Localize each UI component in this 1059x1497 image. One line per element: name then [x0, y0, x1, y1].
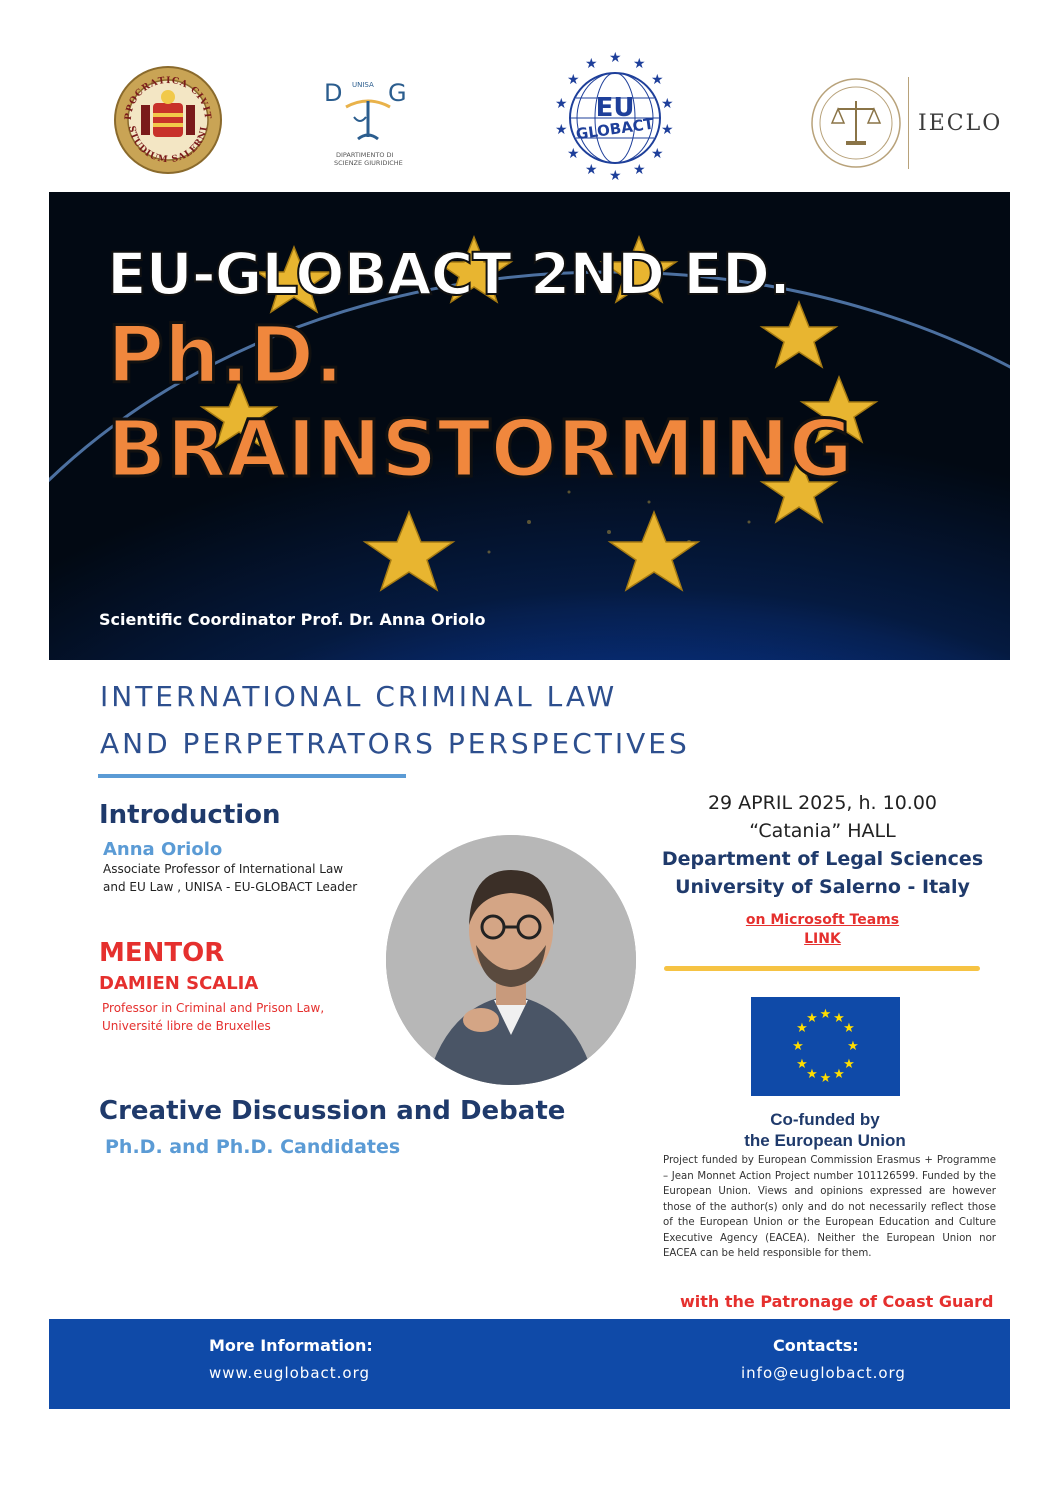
- hero-title-phd: Ph.D.: [107, 311, 344, 401]
- svg-text:★: ★: [609, 168, 622, 180]
- website-link[interactable]: www.euglobact.org: [209, 1364, 371, 1382]
- introduction-heading: Introduction: [99, 800, 281, 830]
- svg-text:★: ★: [833, 1067, 845, 1082]
- svg-text:★: ★: [847, 1039, 859, 1054]
- eu-flag-icon: [751, 997, 900, 1096]
- topic-divider: [98, 774, 406, 778]
- event-department: Department of Legal Sciences: [661, 848, 984, 870]
- svg-text:★: ★: [567, 72, 580, 88]
- svg-text:★: ★: [806, 1011, 818, 1026]
- svg-text:★: ★: [651, 146, 664, 162]
- svg-text:★: ★: [819, 1071, 832, 1086]
- ieclo-emblem-icon: [808, 75, 904, 171]
- svg-text:★: ★: [555, 96, 568, 112]
- euglobact-logo-globact: GLOBACT: [574, 114, 655, 144]
- department-legal-sciences-logo: [322, 75, 412, 170]
- topic-line-1: INTERNATIONAL CRIMINAL LAW: [100, 680, 618, 713]
- seal-top-text: PPOCRATICA CIVIT: [123, 75, 213, 121]
- svg-text:★: ★: [609, 50, 622, 66]
- dsg-letter-g: G: [388, 79, 407, 107]
- patronage-note: with the Patronage of Coast Guard: [680, 1292, 994, 1311]
- svg-text:★: ★: [843, 1057, 855, 1072]
- scales-icon: [340, 93, 396, 147]
- cofunded-line-1: Co-funded by: [770, 1110, 880, 1129]
- microsoft-teams-link[interactable]: on Microsoft Teams: [745, 912, 900, 928]
- svg-text:★: ★: [843, 1021, 855, 1036]
- ieclo-logo-text: IECLO: [918, 111, 1003, 136]
- contacts-label: Contacts:: [773, 1336, 859, 1355]
- teams-link[interactable]: LINK: [804, 931, 841, 947]
- mentor-role-2: Université libre de Bruxelles: [102, 1019, 271, 1033]
- footer-bar: [49, 1319, 1010, 1409]
- mentor-heading: MENTOR: [99, 938, 225, 968]
- discussion-heading: Creative Discussion and Debate: [99, 1096, 566, 1126]
- scientific-coordinator: Scientific Coordinator Prof. Dr. Anna Oriolo: [99, 610, 486, 629]
- event-hall: “Catania” HALL: [749, 820, 896, 842]
- introduction-speaker-name: Anna Oriolo: [103, 839, 223, 860]
- svg-text:★: ★: [806, 1067, 818, 1082]
- euglobact-logo-eu: EU: [595, 93, 635, 123]
- svg-text:★: ★: [633, 56, 646, 72]
- event-university: University of Salerno - Italy: [675, 876, 970, 898]
- introduction-speaker-role-1: Associate Professor of International Law: [103, 862, 344, 876]
- svg-text:★: ★: [661, 122, 674, 138]
- dsg-caption-line2: SCIENZE GIURIDICHE: [334, 159, 403, 167]
- topic-line-2: AND PERPETRATORS PERSPECTIVES: [100, 727, 690, 760]
- mentor-role-1: Professor in Criminal and Prison Law,: [102, 1001, 325, 1015]
- cofunded-line-2: the European Union: [744, 1131, 906, 1150]
- event-divider: [664, 966, 980, 971]
- university-of-salerno-seal-logo: [113, 65, 223, 175]
- svg-text:★: ★: [792, 1039, 804, 1054]
- svg-text:★: ★: [567, 146, 580, 162]
- svg-text:★: ★: [819, 1007, 832, 1022]
- svg-text:★: ★: [633, 162, 646, 178]
- mentor-name: DAMIEN SCALIA: [99, 973, 259, 994]
- seal-bottom-text: STUDIUM SALERNI: [126, 125, 210, 166]
- svg-text:★: ★: [661, 96, 674, 112]
- eu-disclaimer: Project funded by European Commission Erasmus + Programme – Jean Monnet Action Project number 101126599. Funded by the European Union. Views and opinions expressed are however those of the author(s) only and do not necessarily reflect those of the European Union or the European Education and Culture Executive Agency (EACEA). Neither the European Union nor EACEA can be held responsible for them.: [663, 1155, 996, 1259]
- svg-text:★: ★: [555, 122, 568, 138]
- svg-text:★: ★: [833, 1011, 845, 1026]
- ieclo-logo: [808, 75, 1008, 175]
- dsg-caption-line1: DIPARTIMENTO DI: [336, 151, 394, 159]
- ieclo-divider: [908, 77, 909, 169]
- svg-text:★: ★: [651, 72, 664, 88]
- svg-text:★: ★: [585, 162, 598, 178]
- hero-title-brainstorming: BRAINSTORMING: [107, 405, 853, 495]
- hero-title-edition: EU-GLOBACT 2ND ED.: [107, 240, 791, 308]
- dsg-letter-d: D: [324, 79, 343, 107]
- more-information-label: More Information:: [209, 1336, 373, 1355]
- svg-text:★: ★: [585, 56, 598, 72]
- dsg-unisa-text: UNISA: [352, 81, 374, 89]
- euglobact-logo: [550, 50, 680, 180]
- event-date: 29 APRIL 2025, h. 10.00: [707, 792, 938, 814]
- contact-email-link[interactable]: info@euglobact.org: [741, 1364, 906, 1382]
- hero-banner: [49, 192, 1010, 660]
- svg-text:★: ★: [796, 1021, 808, 1036]
- mentor-portrait-photo: [386, 835, 636, 1085]
- introduction-speaker-role-2: and EU Law , UNISA - EU-GLOBACT Leader: [103, 880, 358, 894]
- discussion-participants: Ph.D. and Ph.D. Candidates: [105, 1136, 401, 1158]
- svg-text:★: ★: [796, 1057, 808, 1072]
